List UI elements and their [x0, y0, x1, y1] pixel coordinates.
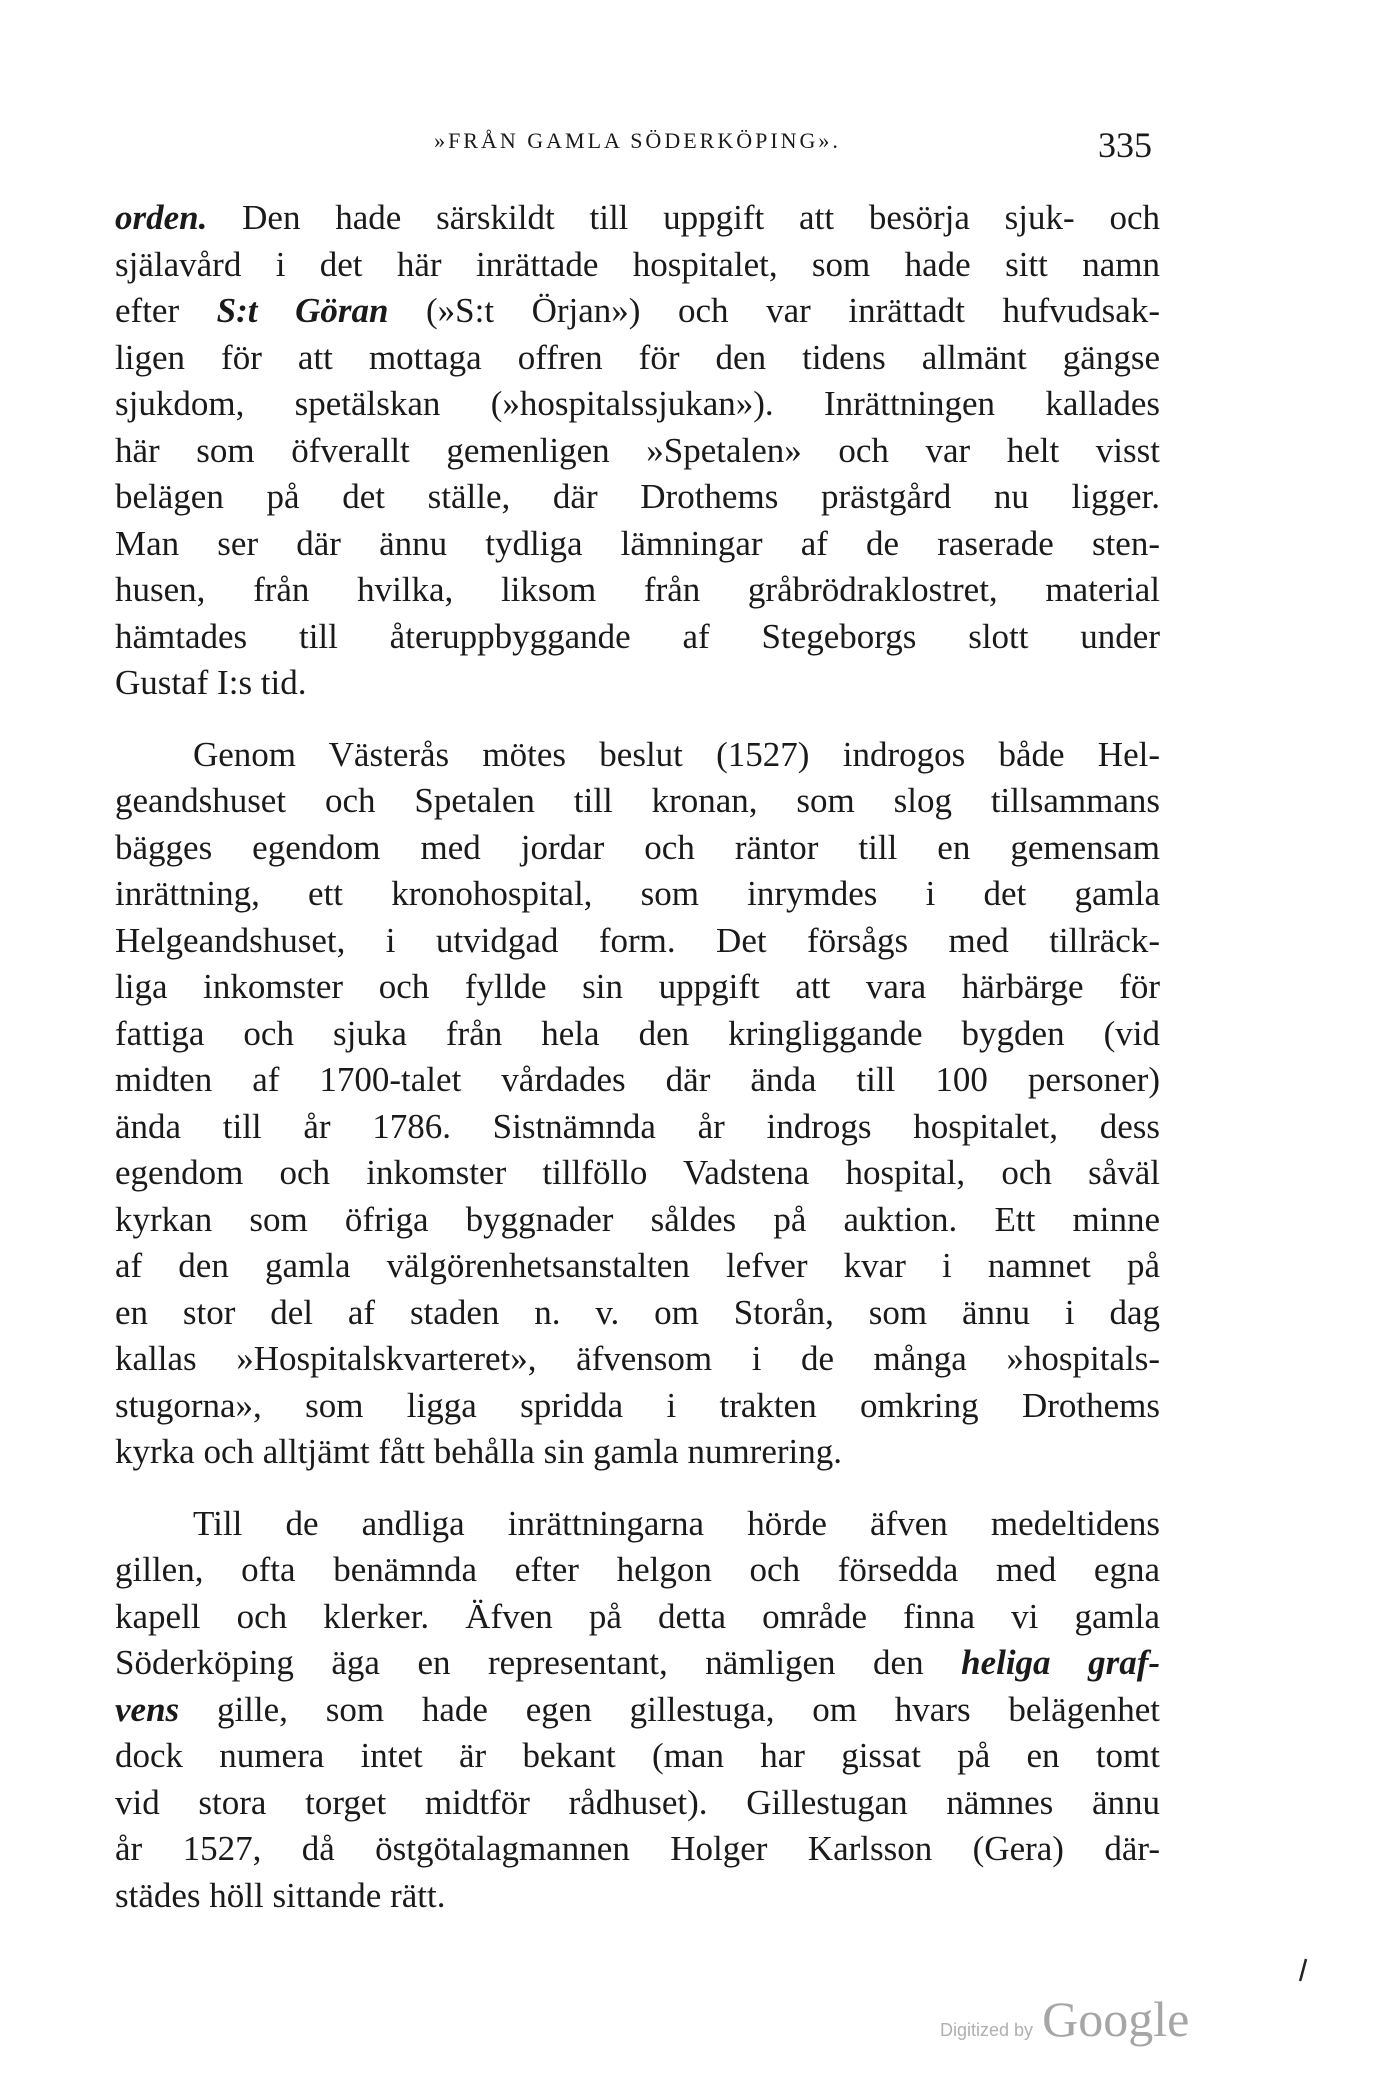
text-line: egendom och inkomster tillföllo Vadstena hospital, och såväl: [115, 1153, 1160, 1192]
text-line: [115, 1687, 1160, 1734]
text-line: Genom Västerås mötes beslut (1527) indrogos både Hel-: [193, 734, 1160, 774]
text-line: ända till år 1786. Sistnämnda år indrogs hospitalet, dess: [115, 1106, 1160, 1146]
watermark-prefix: Digitized by: [940, 2020, 1034, 2040]
text-line: fattiga och sjuka från hela den kringliggande bygden (vid: [115, 1013, 1160, 1053]
text-line: kapell och klerker. Äfven på detta område finna vi gamla: [115, 1596, 1160, 1636]
page-header: [115, 120, 1160, 180]
text-line: inrättning, ett kronohospital, som inrymdes i det gamla: [115, 874, 1160, 913]
text-line: geandshuset och Spetalen till kronan, som slog tillsammans: [115, 781, 1160, 820]
running-title: »FRÅN GAMLA SÖDERKÖPING».: [434, 128, 841, 153]
paragraph: [115, 1501, 1160, 1920]
text-line: år 1527, då östgötalagmannen Holger Karlsson (Gera) där-: [115, 1829, 1160, 1868]
body-text: [115, 195, 1160, 1944]
text-span: efter: [115, 291, 217, 330]
emphasis: vens: [115, 1689, 180, 1729]
text-line: liga inkomster och fyllde sin uppgift att vara härbärge för: [115, 967, 1160, 1006]
pencil-mark-icon: [1298, 1958, 1308, 1982]
text-line: [115, 195, 1160, 242]
text-line: husen, från hvilka, liksom från gråbrödraklostret, material: [115, 570, 1160, 609]
page-number: 335: [1098, 125, 1152, 165]
emphasis: S:t Göran: [216, 291, 389, 330]
text-line: ligen för att mottaga offren för den tidens allmänt gängse: [115, 337, 1160, 377]
text-line: [115, 288, 1160, 335]
text-line: hämtades till återuppbyggande af Stegeborgs slott under: [115, 616, 1160, 656]
text-line: kyrkan som öfriga byggnader såldes på auktion. Ett minne: [115, 1199, 1160, 1239]
digitized-watermark: [940, 1990, 1240, 2050]
text-span: (»S:t Örjan») och var inrättadt hufvudsak-: [388, 291, 1160, 330]
text-span: Den hade särskildt till uppgift att besörja sjuk- och: [207, 198, 1160, 237]
text-line: kallas »Hospitalskvarteret», äfvensom i de många »hospitals-: [115, 1339, 1160, 1378]
text-line: själavård i det här inrättade hospitalet, som hade sitt namn: [115, 244, 1160, 284]
google-logo: Google: [1042, 1991, 1190, 2047]
text-line: gillen, ofta benämnda efter helgon och försedda med egna: [115, 1550, 1160, 1589]
text-line: Gustaf I:s tid.: [115, 663, 307, 702]
emphasis: heliga graf-: [961, 1643, 1160, 1682]
text-line: kyrka och alltjämt fått behålla sin gamla numrering.: [115, 1432, 842, 1471]
text-line: Till de andliga inrättningarna hörde äfven medeltidens: [193, 1503, 1160, 1543]
text-span: Söderköping äga en representant, nämligen den: [115, 1643, 962, 1682]
text-line: belägen på det ställe, där Drothems prästgård nu ligger.: [115, 477, 1160, 516]
text-line: dock numera intet är bekant (man har gissat på en tomt: [115, 1736, 1160, 1775]
text-line: af den gamla välgörenhetsanstalten lefver kvar i namnet på: [115, 1246, 1160, 1285]
text-span: gille, som hade egen gillestuga, om hvars belägenhet: [179, 1689, 1160, 1729]
text-line: sjukdom, spetälskan (»hospitalssjukan»). Inrättningen kallades: [115, 384, 1160, 423]
paragraph: [115, 732, 1160, 1476]
text-line: midten af 1700-talet vårdades där ända till 100 personer): [115, 1060, 1160, 1099]
text-line: bägges egendom med jordar och räntor till en gemensam: [115, 827, 1160, 867]
emphasis: orden.: [115, 198, 208, 237]
text-line: Helgeandshuset, i utvidgad form. Det försågs med tillräck-: [115, 920, 1160, 960]
text-line: Man ser där ännu tydliga lämningar af de raserade sten-: [115, 523, 1160, 563]
text-line: städes höll sittande rätt.: [115, 1875, 446, 1915]
text-line: vid stora torget midtför rådhuset). Gillestugan nämnes ännu: [115, 1782, 1160, 1822]
text-line: stugorna», som ligga spridda i trakten omkring Drothems: [115, 1385, 1160, 1425]
text-line: en stor del af staden n. v. om Storån, som ännu i dag: [115, 1292, 1160, 1332]
text-line: här som öfverallt gemenligen »Spetalen» och var helt visst: [115, 430, 1160, 470]
paragraph: [115, 195, 1160, 707]
text-line: [115, 1640, 1160, 1687]
